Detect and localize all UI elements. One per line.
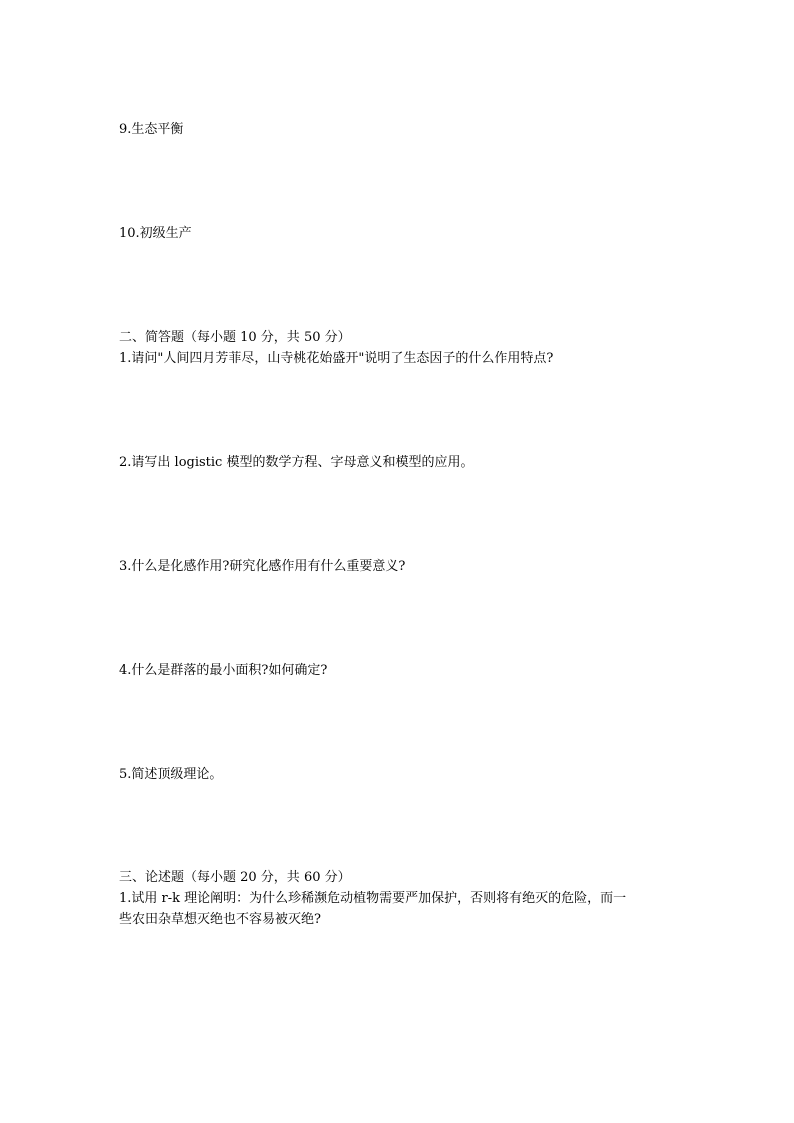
- essay-question-1-line-2: 些农田杂草想灭绝也不容易被灭绝?: [119, 912, 321, 927]
- definition-item-9: 9.生态平衡: [119, 122, 184, 137]
- definition-item-10: 10.初级生产: [119, 226, 192, 241]
- short-answer-section-header: 二、简答题（每小题 10 分，共 50 分）: [119, 330, 351, 345]
- short-answer-question-2: 2.请写出 logistic 模型的数学方程、字母意义和模型的应用。: [119, 455, 474, 470]
- short-answer-question-3: 3.什么是化感作用?研究化感作用有什么重要意义?: [119, 559, 406, 574]
- essay-section-header: 三、论述题（每小题 20 分，共 60 分）: [119, 870, 351, 885]
- short-answer-question-1: 1.请问"人间四月芳菲尽，山寺桃花始盛开"说明了生态因子的什么作用特点?: [119, 351, 554, 366]
- short-answer-question-4: 4.什么是群落的最小面积?如何确定?: [119, 663, 328, 678]
- short-answer-question-5: 5.简述顶级理论。: [119, 767, 223, 782]
- essay-question-1-line-1: 1.试用 r-k 理论阐明：为什么珍稀濒危动植物需要严加保护，否则将有绝灭的危险，而一: [119, 891, 627, 906]
